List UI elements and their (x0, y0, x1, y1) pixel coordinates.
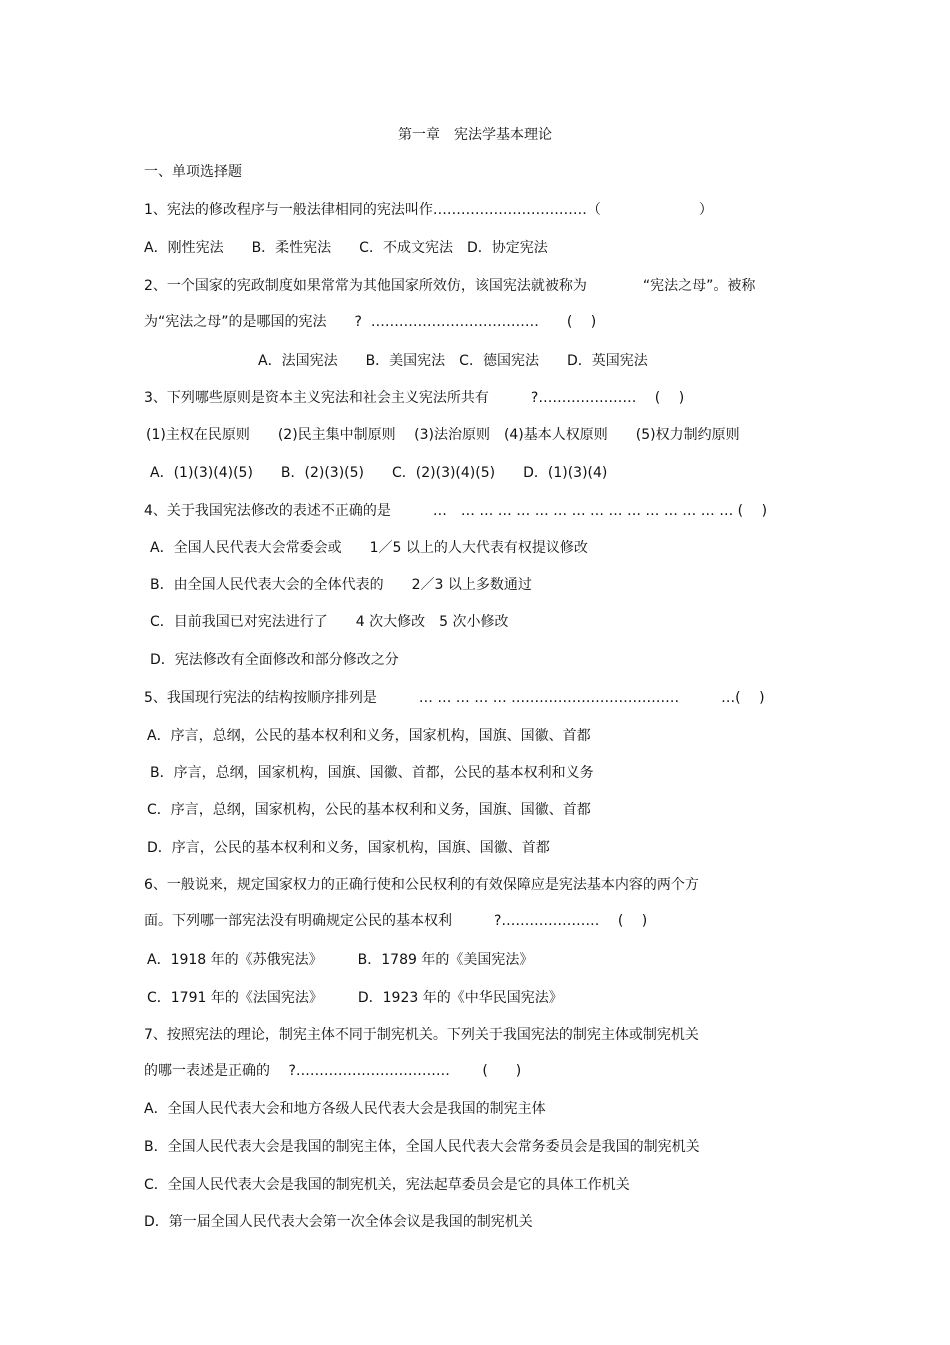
q6-options-cd: C．1791 年的《法国宪法》 D．1923 年的《中华民国宪法》 (147, 990, 563, 1006)
q2-stem-line1: 2、一个国家的宪政制度如果常常为其他国家所效仿，该国宪法就被称为 “宪法之母”。被称 (144, 278, 756, 294)
q5-option-c: C．序言，总纲，国家机构，公民的基本权利和义务，国旗、国徽、首都 (147, 802, 591, 818)
q4-option-d: D．宪法修改有全面修改和部分修改之分 (150, 652, 399, 668)
q6-options-ab: A．1918 年的《苏俄宪法》 B．1789 年的《美国宪法》 (147, 952, 534, 968)
q2-stem-line2: 为“宪法之母”的是哪国的宪法 ? ……………………………… ( ) (144, 314, 597, 330)
q5-stem: 5、我国现行宪法的结构按顺序排列是 … … … … … ……………………………… …( ) (144, 690, 765, 706)
q4-option-a: A．全国人民代表大会常委会或 1／5 以上的人大代表有权提议修改 (150, 540, 588, 556)
q1-stem: 1、宪法的修改程序与一般法律相同的宪法叫作……………………………（ ） (144, 202, 713, 218)
q1-options: A．刚性宪法 B．柔性宪法 C．不成文宪法 D．协定宪法 (144, 240, 548, 256)
q4-option-c: C．目前我国已对宪法进行了 4 次大修改 5 次小修改 (150, 614, 509, 630)
q3-principles: (1)主权在民原则 (2)民主集中制原则 (3)法治原则 (4)基本人权原则 (5)权力制约原则 (146, 427, 740, 443)
q7-stem-line1: 7、按照宪法的理论，制宪主体不同于制宪机关。下列关于我国宪法的制宪主体或制宪机关 (144, 1027, 699, 1043)
q6-stem-line1: 6、一般说来，规定国家权力的正确行使和公民权利的有效保障应是宪法基本内容的两个方 (144, 877, 699, 893)
q3-stem: 3、下列哪些原则是资本主义宪法和社会主义宪法所共有 ?………………… ( ) (144, 390, 685, 406)
q3-options: A．(1)(3)(4)(5) B．(2)(3)(5) C．(2)(3)(4)(5) D．(1)(3)(4) (150, 465, 608, 481)
q5-option-d: D．序言，公民的基本权利和义务，国家机构，国旗、国徽、首都 (147, 840, 550, 856)
q2-options: A．法国宪法 B．美国宪法 C．德国宪法 D．英国宪法 (258, 353, 648, 369)
q7-option-c: C．全国人民代表大会是我国的制宪机关，宪法起草委员会是它的具体工作机关 (144, 1177, 630, 1193)
q7-stem-line2: 的哪一表述是正确的 ?…………………………… ( ) (144, 1063, 522, 1079)
q5-option-a: A．序言，总纲，公民的基本权利和义务，国家机构，国旗、国徽、首都 (147, 728, 591, 744)
chapter-title: 第一章 宪法学基本理论 (398, 127, 552, 143)
q4-option-b: B．由全国人民代表大会的全体代表的 2／3 以上多数通过 (150, 577, 532, 593)
q5-option-b: B．序言，总纲，国家机构，国旗、国徽、首都，公民的基本权利和义务 (150, 765, 594, 781)
q6-stem-line2: 面。下列哪一部宪法没有明确规定公民的基本权利 ?………………… ( ) (144, 913, 648, 929)
q4-stem: 4、关于我国宪法修改的表述不正确的是 … … … … … … … … … … … … … … … … ( ) (144, 503, 768, 519)
q7-option-d: D．第一届全国人民代表大会第一次全体会议是我国的制宪机关 (144, 1214, 533, 1230)
q7-option-b: B．全国人民代表大会是我国的制宪主体，全国人民代表大会常务委员会是我国的制宪机关 (144, 1139, 700, 1155)
q7-option-a: A．全国人民代表大会和地方各级人民代表大会是我国的制宪主体 (144, 1101, 546, 1117)
section-heading: 一、单项选择题 (144, 164, 242, 180)
